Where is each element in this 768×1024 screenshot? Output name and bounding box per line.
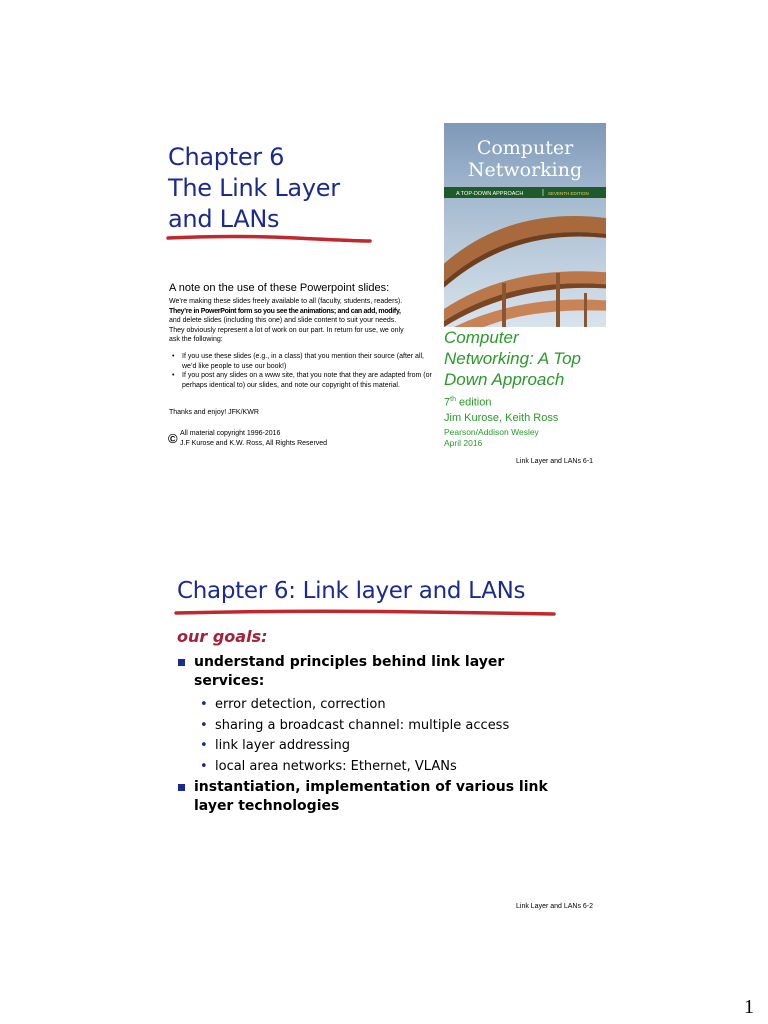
note-body (169, 297, 441, 345)
note-line: and delete slides (including this one) and slide content to suit your needs. (169, 317, 397, 325)
slide-title (168, 142, 340, 235)
thanks-text: Thanks and enjoy! JFK/KWR (169, 409, 259, 416)
note-heading: A note on the use of these Powerpoint slides: (169, 282, 390, 294)
slide-footer: Link Layer and LANs 6-2 (516, 903, 594, 910)
note-bullet: • If you post any slides on a www site, that you note that they are adapted from (or perhaps identical to) our slides, and note our copyright of this material. (172, 371, 440, 390)
book-date: April 2016 (444, 438, 483, 448)
bullet-square-icon (178, 659, 185, 666)
goal-subitem: • sharing a broadcast channel: multiple access (200, 716, 509, 737)
goal-line: instantiation, implementation of various link (194, 779, 548, 795)
book-title-line: Computer (444, 328, 519, 347)
edition-label: edition (455, 396, 492, 409)
cover-edition: SEVENTH EDITION (548, 191, 589, 196)
goal-line: understand principles behind link layer (194, 654, 505, 670)
note-line: ask the following: (169, 336, 223, 344)
goal-line: services: (194, 673, 265, 689)
goal-item (194, 653, 504, 691)
copyright-icon: © (168, 431, 178, 446)
goal-subitems (200, 695, 509, 777)
bullet-square-icon (178, 784, 185, 791)
title-underline (174, 606, 558, 620)
slide-footer: Link Layer and LANs 6-1 (516, 458, 594, 465)
cover-title-1: Computer (476, 137, 574, 159)
edition-suffix: th (450, 396, 456, 403)
goal-item (194, 778, 548, 816)
title-line: The Link Layer (168, 174, 340, 202)
goal-subitem: • error detection, correction (200, 695, 509, 716)
book-cover-image (444, 123, 606, 327)
book-title (444, 327, 614, 390)
page-number: 1 (744, 996, 754, 1018)
goal-line: layer technologies (194, 798, 340, 814)
book-authors: Jim Kurose, Keith Ross (444, 412, 559, 424)
note-line: They obviously represent a lot of work on our part. In return for use, we only (169, 326, 404, 334)
title-underline (166, 232, 374, 246)
cover-subtitle: A TOP-DOWN APPROACH (456, 191, 524, 197)
copyright-text (180, 429, 327, 448)
book-title-line: Down Approach (444, 370, 565, 389)
book-title-line: Networking: A Top (444, 349, 582, 368)
copyright-line: J.F Kurose and K.W. Ross, All Rights Reserved (180, 439, 328, 447)
cover-title-2: Networking (467, 159, 583, 181)
note-bullet: • If you use these slides (e.g., in a class) that you mention their source (after all, we’d like people to use our book!) (172, 352, 440, 371)
book-publisher: Pearson/Addison Wesley (444, 427, 539, 437)
goals-label: our goals: (177, 627, 268, 646)
note-line: We’re making these slides freely available to all (faculty, students, readers). (169, 298, 403, 305)
note-bullets (172, 352, 440, 390)
slide-title: Chapter 6: Link layer and LANs (177, 578, 526, 604)
book-edition (444, 396, 491, 409)
title-line: Chapter 6 (168, 143, 285, 171)
note-line: They’re in PowerPoint form so you see the animations; and can add, modify, (169, 307, 401, 315)
copyright-line: All material copyright 1996-2016 (180, 430, 281, 437)
goal-subitem: • local area networks: Ethernet, VLANs (200, 757, 509, 778)
title-line: and LANs (168, 205, 280, 233)
goal-subitem: • link layer addressing (200, 736, 509, 757)
edition-number: 7 (444, 396, 451, 409)
